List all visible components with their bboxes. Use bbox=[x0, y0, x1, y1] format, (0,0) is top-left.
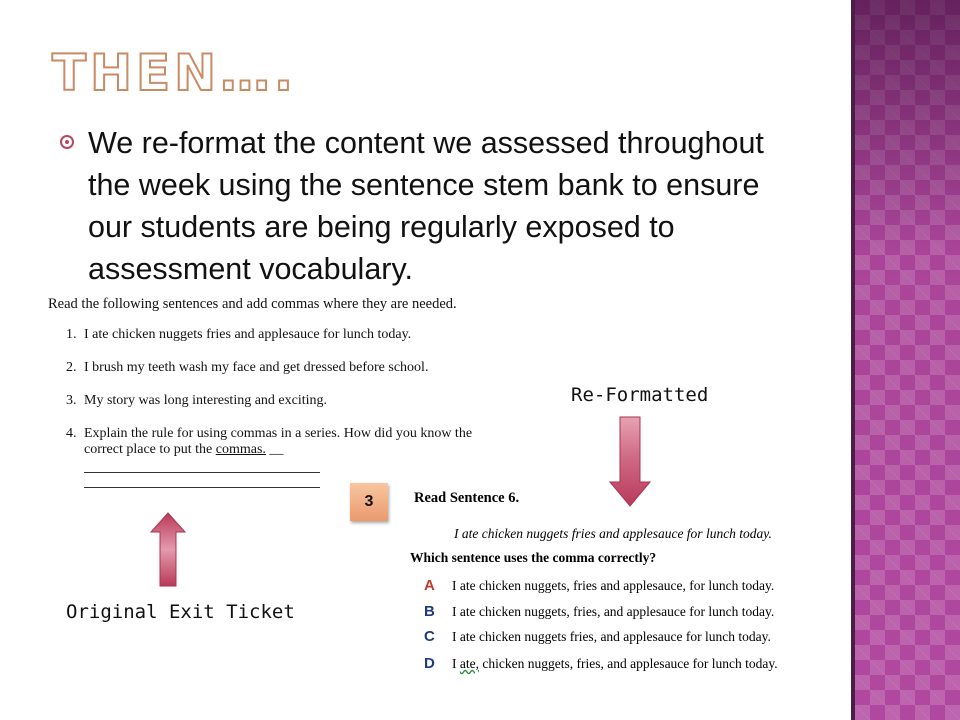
option-text-prefix: I bbox=[452, 656, 460, 671]
ticket-item-number: 4. bbox=[66, 426, 77, 441]
bullet-point bbox=[60, 122, 800, 290]
option-letter: C bbox=[424, 628, 435, 645]
option-letter: B bbox=[424, 603, 435, 620]
ticket-item-text-end: __ bbox=[265, 442, 284, 457]
original-exit-ticket bbox=[48, 296, 508, 488]
ticket-item-text: I brush my teeth wash my face and get dressed before school. bbox=[84, 360, 429, 375]
answer-option bbox=[424, 577, 774, 594]
bullet-circle-icon bbox=[60, 135, 74, 149]
option-letter: D bbox=[424, 655, 435, 672]
answer-option bbox=[424, 603, 774, 620]
answer-line bbox=[84, 473, 320, 488]
ticket-item bbox=[48, 327, 508, 343]
original-label: Original Exit Ticket bbox=[66, 601, 295, 623]
ticket-item bbox=[48, 426, 484, 458]
ticket-item-underlined: commas. bbox=[215, 442, 266, 457]
option-letter: A bbox=[424, 577, 435, 594]
bullet-text: We re-format the content we assessed throughout the week using the sentence stem bank to ensure our students are being regularly exposed to assessment vocabulary. bbox=[88, 126, 764, 286]
option-text: I ate chicken nuggets fries, and applesauce for lunch today. bbox=[452, 629, 771, 644]
reformatted-sentence: I ate chicken nuggets fries and applesauce for lunch today. bbox=[454, 526, 772, 541]
option-text: I ate chicken nuggets, fries and applesauce, for lunch today. bbox=[452, 578, 775, 593]
answer-line bbox=[84, 458, 320, 473]
ticket-item-text: Explain the rule for using commas in a series. How did you know the correct place to put the bbox=[84, 426, 473, 457]
reformatted-question: Which sentence uses the comma correctly? bbox=[410, 550, 657, 565]
ticket-item-text: My story was long interesting and exciting. bbox=[84, 393, 328, 408]
decorative-side-panel bbox=[855, 0, 960, 720]
option-text-marked: ate, bbox=[459, 656, 479, 671]
ticket-item-number: 3. bbox=[66, 393, 77, 408]
option-text-rest: chicken nuggets, fries, and applesauce for lunch today. bbox=[479, 656, 778, 671]
arrow-down-icon bbox=[609, 416, 651, 508]
question-number-badge: 3 bbox=[350, 483, 388, 521]
answer-option bbox=[424, 628, 771, 645]
ticket-item bbox=[48, 360, 508, 376]
slide-title: THEN…. bbox=[52, 44, 297, 102]
reformatted-heading: Read Sentence 6. bbox=[414, 490, 520, 506]
arrow-up-icon bbox=[150, 512, 186, 588]
option-text: I ate chicken nuggets, fries, and applesauce for lunch today. bbox=[452, 604, 775, 619]
ticket-item-number: 1. bbox=[66, 327, 77, 342]
ticket-item-number: 2. bbox=[66, 360, 77, 375]
reformatted-label: Re-Formatted bbox=[571, 384, 709, 406]
ticket-instructions: Read the following sentences and add commas where they are needed. bbox=[48, 296, 457, 312]
answer-option bbox=[424, 655, 778, 672]
ticket-item bbox=[48, 393, 508, 409]
ticket-item-text: I ate chicken nuggets fries and applesauce for lunch today. bbox=[84, 327, 412, 342]
